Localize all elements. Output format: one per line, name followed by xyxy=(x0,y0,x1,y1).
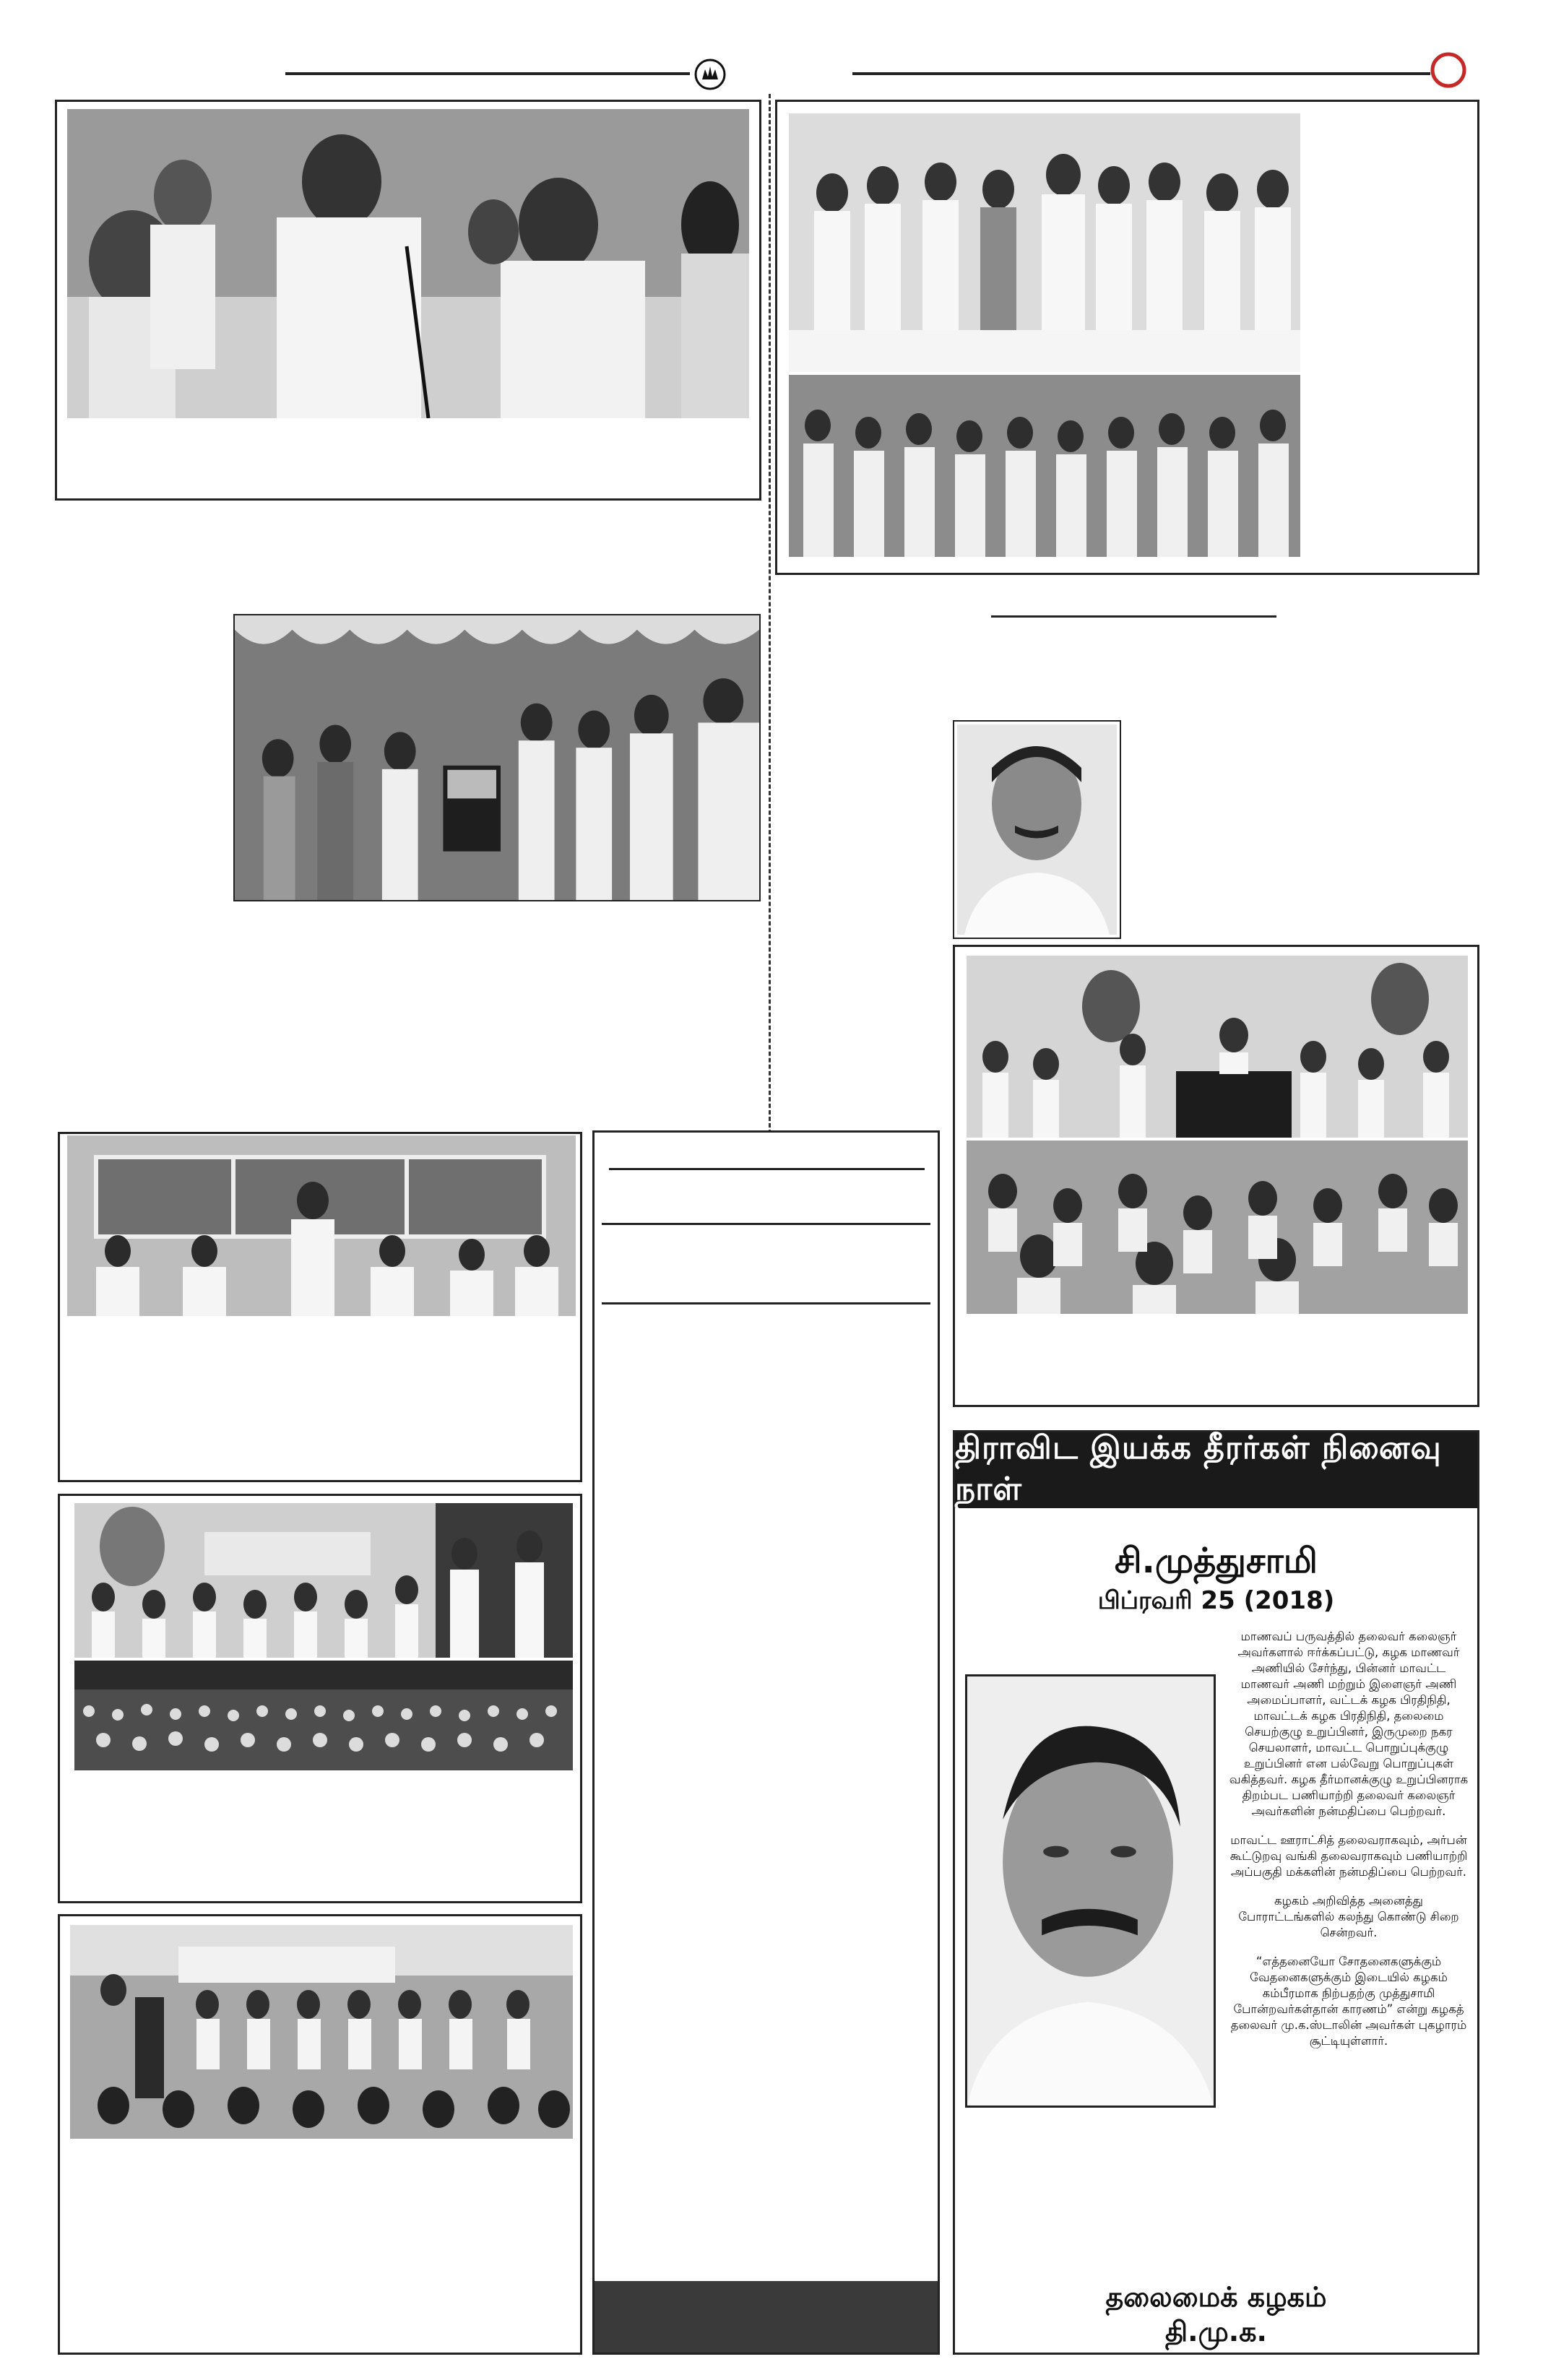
night-crowd-photo xyxy=(74,1661,573,1770)
bio-paragraph: மாவட்ட ஊராட்சித் தலைவராகவும், அர்பன் கூட்டுறவு வங்கி தலைவராகவும் பணியாற்றி அப்பகுதி மக்களின் நன்மதிப்பை பெற்றவர். xyxy=(1229,1833,1468,1879)
podium-meeting-photo xyxy=(70,1925,573,2139)
header-right-rule xyxy=(852,72,1430,75)
seated-audience-photo xyxy=(789,375,1300,557)
middle-column-box xyxy=(592,1130,940,2355)
memorial-name: சி.முத்துசாமி xyxy=(1115,1541,1318,1581)
story-box-left-3 xyxy=(58,1914,582,2355)
header-left-rule xyxy=(285,72,690,75)
portrait-box xyxy=(953,720,1121,939)
middle-rule-2 xyxy=(602,1223,930,1225)
story-box-left-1 xyxy=(58,1132,582,1482)
foundation-stone-photo xyxy=(233,614,761,901)
bio-paragraph: மாணவப் பருவத்தில் தலைவர் கலைஞர் அவர்களால் ஈர்க்கப்பட்டு, கழக மாணவர் அணியில் சேர்ந்து, பின்னர் மாவட்ட மாணவர் அணி மற்றும் இளைஞர் அணி அமைப்பாளர், வட்டக் கழக பிரதிநிதி, மாவட்டக் கழக பிரதிநிதி, தலைமை செயற்குழு உறுப்பினர், இருமுறை நகர செயலாளர், மாவட்ட பொறுப்புக்குழு உறுப்பினர் என பல்வேறு பொறுப்புகள் வகித்தவர். கழக தீர்மானக்குழு உறுப்பினராக திறம்பட பணியாற்றி தலைவர் கலைஞர் அவர்களின் நன்மதிப்பை பெற்றவர். xyxy=(1229,1630,1469,1818)
meeting-hall-photo xyxy=(967,956,1468,1138)
group-standing-photo xyxy=(789,113,1300,372)
story-box-hall xyxy=(953,945,1479,1407)
meeting-audience-photo xyxy=(967,1141,1468,1314)
middle-rule-3 xyxy=(602,1302,930,1304)
stage-speakers-photo xyxy=(67,109,749,418)
party-emblem-icon xyxy=(693,58,727,91)
memorial-banner: திராவிட இயக்க தீரர்கள் நினைவு நாள் xyxy=(955,1432,1477,1508)
signature-line-2: தி.மு.க. xyxy=(1165,2316,1267,2347)
signature-line-1: தலைமைக் கழகம் xyxy=(1105,2281,1327,2313)
middle-rule-1 xyxy=(609,1168,925,1170)
story-box-top-right xyxy=(775,100,1479,575)
right-separator-rule xyxy=(991,615,1276,618)
memorial-date: பிப்ரவரி 25 (2018) xyxy=(1097,1586,1335,1615)
bio-paragraph: கழகம் அறிவித்த அனைத்து போராட்டங்களில் கலந்து கொண்டு சிறை சென்றவர். xyxy=(1238,1894,1459,1939)
memorial-bio xyxy=(1226,1629,1471,2134)
bio-paragraph: “எத்தனையோ சோதனைகளுக்கும் வேதனைகளுக்கும் இடையில் கழகம் கம்பீரமாக நிற்பதற்கு முத்துசாமி போன்றவர்கள்தான் காரணம்” என்று கழகத் தலைவர் மு.க.ஸ்டாலின் அவர்கள் புகழாரம் சூட்டியுள்ளார். xyxy=(1230,1955,1467,2048)
memorial-portrait-photo xyxy=(965,1674,1216,2108)
memorial-box xyxy=(953,1430,1479,2355)
red-circle-icon xyxy=(1430,52,1466,88)
column-divider xyxy=(769,94,771,1134)
speaker-at-mic-photo xyxy=(67,1135,576,1316)
night-stage-photo xyxy=(74,1503,573,1658)
story-box-top-left xyxy=(55,100,761,501)
portrait-photo xyxy=(957,724,1117,935)
story-box-left-2 xyxy=(58,1494,582,1903)
middle-footer-band xyxy=(595,2281,938,2353)
